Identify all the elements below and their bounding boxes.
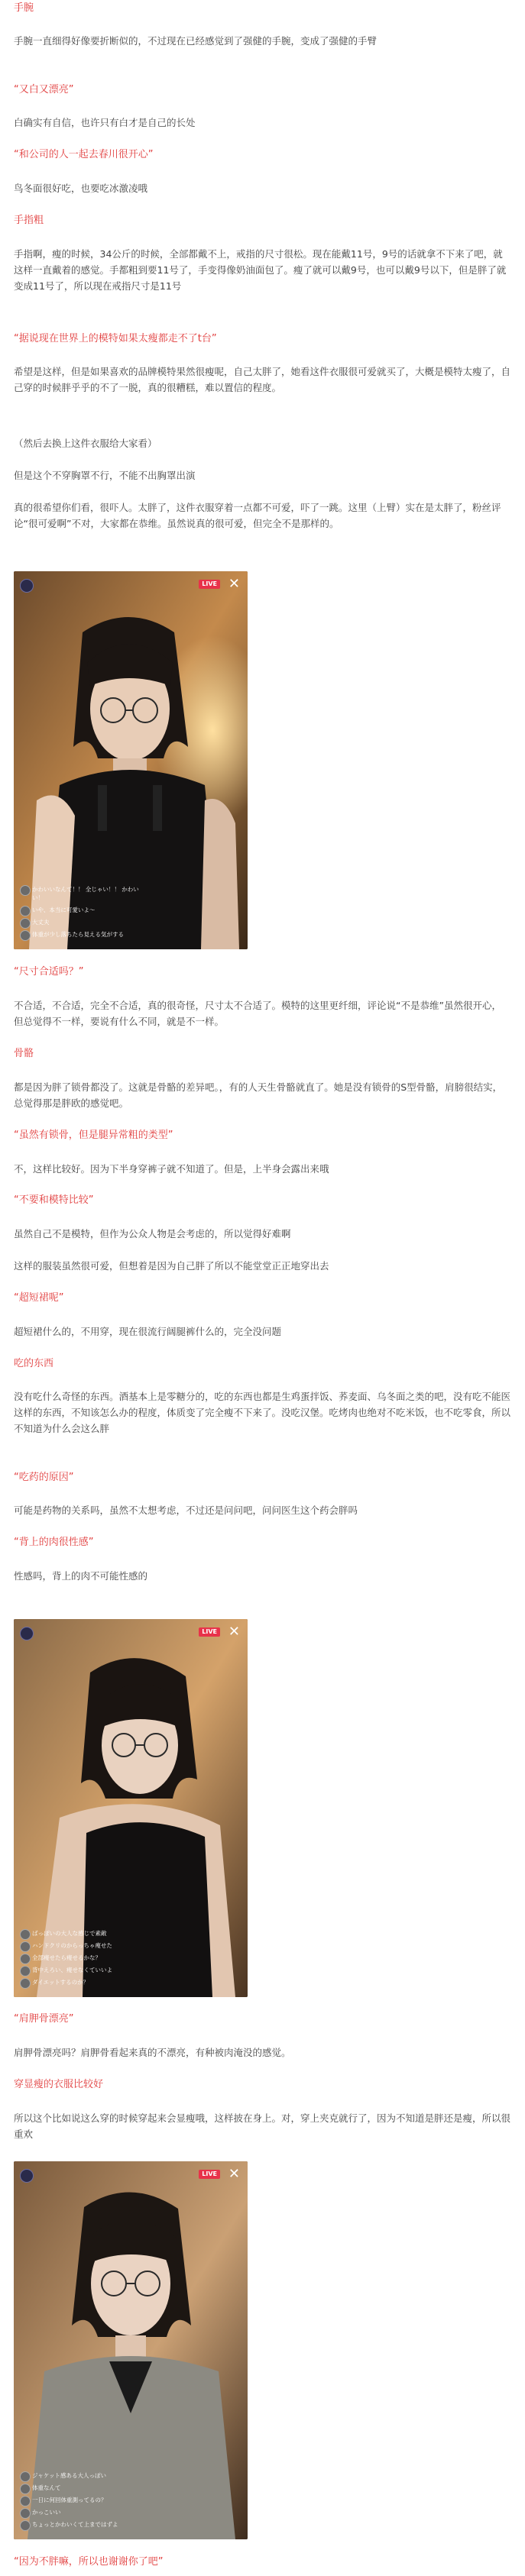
comment: 体重が少し落ちたら見える気がする — [20, 930, 150, 939]
paragraph: 可能是药物的关系吗，虽然不太想考虑，不过还是问问吧，问问医生这个药会胖吗 — [14, 1505, 358, 1516]
heading: “虽然有锁骨，但是腿异常粗的类型” — [14, 1130, 173, 1141]
heading: 骨骼 — [14, 1048, 34, 1059]
paragraph: 没有吃什么奇怪的东西。酒基本上是零糖分的，吃的东西也都是生鸡蛋拌饭、荞麦面、乌冬面之类的吧，没有吃不能医这样的东西，不知该怎么办的程度，体质变了完全瘦不下来了。没吃汉堡。吃烤肉也绝对不吃米饭，也不吃零食，所以不知道为什么会这么胖 — [14, 1391, 511, 1434]
paragraph: 都是因为胖了锁骨都没了。这就是骨骼的差异吧。，有的人天生骨骼就直了。她是没有锁骨的S型骨骼，肩膀很结实，总觉得那是胖欧的感觉吧。 — [14, 1081, 503, 1109]
comment: かっこいい — [20, 2508, 150, 2516]
heading: “肩胛骨漂亮” — [14, 2013, 74, 2025]
live-header — [14, 576, 248, 596]
comment: ばっぽいの大人な感じで素敵 — [20, 1929, 150, 1938]
paragraph: 虽然自己不是模特，但作为公众人物是会考虑的，所以觉得好难啊 — [14, 1228, 291, 1240]
comment: ダイエットするのか？ — [20, 1978, 150, 1986]
comment: ハンドクリのからっちゃ痩せた — [20, 1941, 150, 1950]
heading: “不要和模特比较” — [14, 1194, 94, 1206]
heading: 手指粗 — [14, 215, 44, 226]
paragraph: 手指啊，瘦的时候，34公斤的时候，全部都戴不上，戒指的尺寸很松。现在能戴11号，9号的话就拿不下来了吧，就这样一直戴着的感觉。手都粗到要11号了，手变得像奶油面包了。瘦了就可以戴9号，也可以戴9号以下，但是胖了就变成11号了，所以现在戒指尺寸是11号 — [14, 248, 507, 292]
close-icon[interactable]: ✕ — [228, 2166, 240, 2182]
comment: 大丈夫 — [20, 918, 150, 926]
paragraph: 希望是这样，但是如果喜欢的品牌模特果然很瘦呢，自己太胖了，她看这件衣服很可爱就买了，大概是模特太瘦了，自己穿的时候胖乎乎的不了一脱，真的很糟糕，难以置信的程度。 — [14, 366, 511, 393]
paragraph: 但是这个不穿胸罩不行，不能不出胸罩出演 — [14, 470, 196, 481]
live-badge: LIVE — [199, 580, 220, 589]
live-badge: LIVE — [199, 2170, 220, 2179]
heading: 手腕 — [14, 2, 34, 14]
paragraph: 白确实有自信，也许只有白才是自己的长处 — [14, 117, 196, 128]
heading: “因为不胖嘛，所以也谢谢你了吧” — [14, 2556, 164, 2568]
live-header — [14, 1624, 248, 1644]
paragraph: 真的很希望你们看，很吓人。太胖了，这件衣服穿着一点都不可爱，吓了一跳。这里（上臂）实在是太胖了，粉丝评论“很可爱啊”不对，大家都在恭维。虽然说真的很可爱，但完全不是那样的。 — [14, 502, 501, 529]
paragraph: 性感吗，背上的肉不可能性感的 — [14, 1570, 148, 1582]
heading: 吃的东西 — [14, 1358, 54, 1369]
heading: “背上的肉很性感” — [14, 1537, 94, 1548]
heading: “尺寸合适吗？” — [14, 966, 84, 978]
paragraph: 超短裙什么的，不用穿，现在很流行阔腿裤什么的，完全没问题 — [14, 1326, 282, 1337]
heading: “超短裙呢” — [14, 1292, 64, 1304]
live-header — [14, 2166, 248, 2186]
heading: 穿显瘦的衣服比较好 — [14, 2079, 104, 2090]
paragraph: 所以这个比如说这么穿的时候穿起来会显瘦哦，这样披在身上。对，穿上夹克就行了，因为不知道是胖还是瘦，所以很重欢 — [14, 2112, 511, 2140]
comment: 一日に何回体重測ってるの？ — [20, 2496, 150, 2504]
paragraph: （然后去换上这件衣服给大家看） — [14, 438, 157, 449]
heading: “据说现在世界上的模特如果太瘦都走不了t台” — [14, 333, 217, 344]
heading: “吃药的原因” — [14, 1472, 74, 1483]
paragraph: 不合适，不合适，完全不合适，真的很奇怪，尺寸太不合适了。模特的这里更纤细，评论说“不是恭维”虽然很开心，但总觉得不一样，要说有什么不同，就是不一样。 — [14, 1000, 501, 1027]
comment: ちょっとかわいくて上まではずよ — [20, 2520, 150, 2529]
live-badge: LIVE — [199, 1627, 220, 1637]
paragraph: 不，这样比较好。因为下半身穿裤子就不知道了。但是，上半身会露出来哦 — [14, 1163, 329, 1175]
comment: 背中えろい、痩せなくていいよ — [20, 1966, 150, 1974]
comment: いや、本当に可愛いよ〜 — [20, 906, 150, 914]
close-icon[interactable]: ✕ — [228, 576, 240, 592]
paragraph: 这样的服装虽然很可爱，但想着是因为自己胖了所以不能堂堂正正地穿出去 — [14, 1260, 329, 1272]
comment: 体重なんて — [20, 2484, 150, 2492]
heading: “和公司的人一起去春川很开心” — [14, 149, 154, 160]
streamer-avatar[interactable] — [20, 1627, 34, 1640]
streamer-avatar[interactable] — [20, 2169, 34, 2183]
close-icon[interactable]: ✕ — [228, 1624, 240, 1640]
comment: ジャケット感ある大人っぽい — [20, 2471, 150, 2480]
comment-feed — [20, 881, 150, 939]
comment: かわいいなんて！！ 全じゃい！！ かわいい！ — [20, 885, 150, 902]
paragraph: 肩胛骨漂亮吗？肩胛骨看起来真的不漂亮，有种被肉淹没的感觉。 — [14, 2047, 291, 2058]
streamer-avatar[interactable] — [20, 579, 34, 593]
livestream-screenshot — [14, 1619, 248, 1997]
livestream-screenshot — [14, 571, 248, 949]
paragraph: 手腕一直细得好像要折断似的，不过现在已经感觉到了强健的手腕，变成了强健的手臂 — [14, 35, 378, 47]
livestream-screenshot — [14, 2161, 248, 2539]
comment-feed — [20, 1925, 150, 1986]
comment-feed — [20, 2468, 150, 2529]
paragraph: 鸟冬面很好吃，也要吃冰激凌哦 — [14, 183, 148, 194]
comment: 全部痩せたら痩せるかな？ — [20, 1954, 150, 1962]
heading: “又白又漂亮” — [14, 84, 74, 95]
